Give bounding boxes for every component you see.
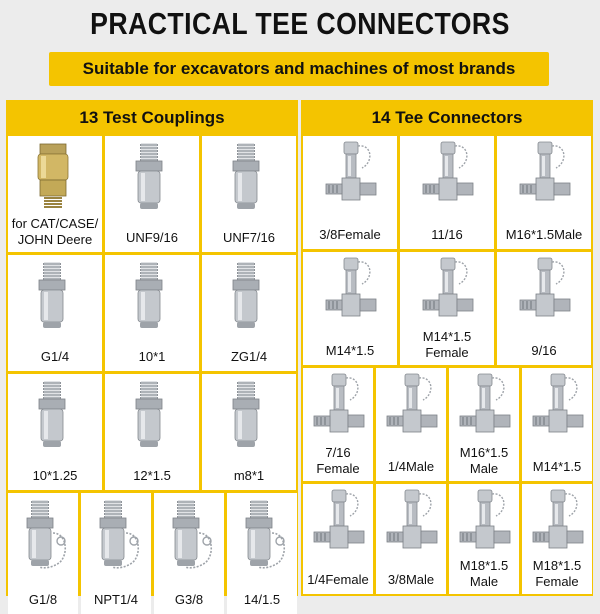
- tee-label: M18*1.5 Female: [532, 558, 582, 589]
- test-coupling-icon: [221, 259, 277, 333]
- tee-connector-icon: [322, 140, 378, 214]
- tee-connector-icon: [516, 256, 572, 330]
- tee-item: [449, 368, 519, 481]
- tee-connector-icon: [529, 488, 585, 562]
- tee-label: 3/8Male: [387, 572, 435, 587]
- test-coupling-chain-icon: [161, 497, 217, 571]
- tee-item: [522, 368, 592, 481]
- coupling-label: for CAT/CASE/ JOHN Deere: [11, 216, 99, 247]
- tee-item: [303, 368, 373, 481]
- tee-item: [497, 136, 591, 249]
- coupling-item: [8, 136, 102, 252]
- coupling-item: [8, 374, 102, 490]
- test-couplings-heading: 13 Test Couplings: [79, 108, 225, 127]
- test-coupling-chain-icon: [88, 497, 144, 571]
- tee-connector-icon: [310, 488, 366, 562]
- tee-item: [497, 252, 591, 365]
- tee-item: [376, 484, 446, 594]
- tee-label: 11/16: [431, 227, 463, 242]
- test-coupling-icon: [124, 259, 180, 333]
- test-coupling-chain-icon: [234, 497, 290, 571]
- page-title: PRACTICAL TEE CONNECTORS: [90, 6, 510, 41]
- test-coupling-icon: [27, 259, 83, 333]
- coupling-label: 14/1.5: [243, 592, 281, 607]
- coupling-item: [105, 374, 199, 490]
- coupling-label: NPT1/4: [93, 592, 139, 607]
- coupling-item: [105, 136, 199, 252]
- tee-connector-icon: [383, 372, 439, 446]
- tee-item: [522, 484, 592, 594]
- test-couplings-panel: [6, 100, 298, 607]
- tee-item: [303, 484, 373, 594]
- coupling-item: [81, 493, 151, 614]
- coupling-item: [202, 136, 296, 252]
- coupling-item: [8, 493, 78, 614]
- coupling-label: G1/4: [40, 349, 70, 364]
- tee-connector-icon: [322, 256, 378, 330]
- coupling-label: G3/8: [174, 592, 204, 607]
- tee-item: [449, 484, 519, 594]
- coupling-item: [8, 255, 102, 371]
- tee-connector-icon: [516, 140, 572, 214]
- tee-item: [400, 252, 494, 365]
- coupling-label: 10*1: [138, 349, 166, 364]
- tee-label: M18*1.5 Male: [459, 558, 509, 589]
- test-coupling-icon: [221, 140, 277, 214]
- tee-connector-icon: [419, 256, 475, 330]
- tee-connectors-panel: [301, 100, 593, 596]
- coupling-item: [202, 374, 296, 490]
- coupling-label: UNF9/16: [125, 230, 179, 245]
- test-coupling-icon: [27, 378, 83, 452]
- test-coupling-icon: [221, 378, 277, 452]
- coupling-item: [202, 255, 296, 371]
- coupling-label: 12*1.5: [133, 468, 171, 483]
- test-coupling-chain-icon: [15, 497, 71, 571]
- tee-item: [303, 136, 397, 249]
- tee-label: M14*1.5: [325, 343, 375, 358]
- coupling-label: G1/8: [28, 592, 58, 607]
- coupling-label: ZG1/4: [230, 349, 268, 364]
- tee-label: 1/4Male: [387, 459, 435, 474]
- tee-item: [376, 368, 446, 481]
- test-coupling-icon: [124, 140, 180, 214]
- tee-label: 7/16 Female: [316, 445, 360, 476]
- tee-label: M16*1.5Male: [505, 227, 583, 242]
- coupling-item: [154, 493, 224, 614]
- tee-connector-icon: [529, 372, 585, 446]
- tee-connector-icon: [456, 372, 512, 446]
- coupling-item: [105, 255, 199, 371]
- test-coupling-icon: [124, 378, 180, 452]
- tee-connectors-heading: 14 Tee Connectors: [371, 108, 523, 127]
- subtitle-banner: Suitable for excavators and machines of most brands: [49, 52, 549, 86]
- tee-label: M14*1.5 Female: [422, 329, 472, 360]
- tee-label: 9/16: [531, 343, 557, 358]
- tee-label: M14*1.5: [532, 459, 582, 474]
- tee-connector-icon: [383, 488, 439, 562]
- tee-connector-icon: [456, 488, 512, 562]
- tee-label: M16*1.5 Male: [459, 445, 509, 476]
- tee-item: [400, 136, 494, 249]
- coupling-label: UNF7/16: [222, 230, 276, 245]
- coupling-item: [227, 493, 297, 614]
- coupling-label: 10*1.25: [32, 468, 78, 483]
- tee-label: 3/8Female: [319, 227, 381, 242]
- coupling-label: m8*1: [233, 468, 265, 483]
- tee-label: 1/4Female: [307, 572, 369, 587]
- tee-connector-icon: [419, 140, 475, 214]
- tee-item: [303, 252, 397, 365]
- brass-coupler-icon: [27, 140, 83, 214]
- tee-connector-icon: [310, 372, 366, 446]
